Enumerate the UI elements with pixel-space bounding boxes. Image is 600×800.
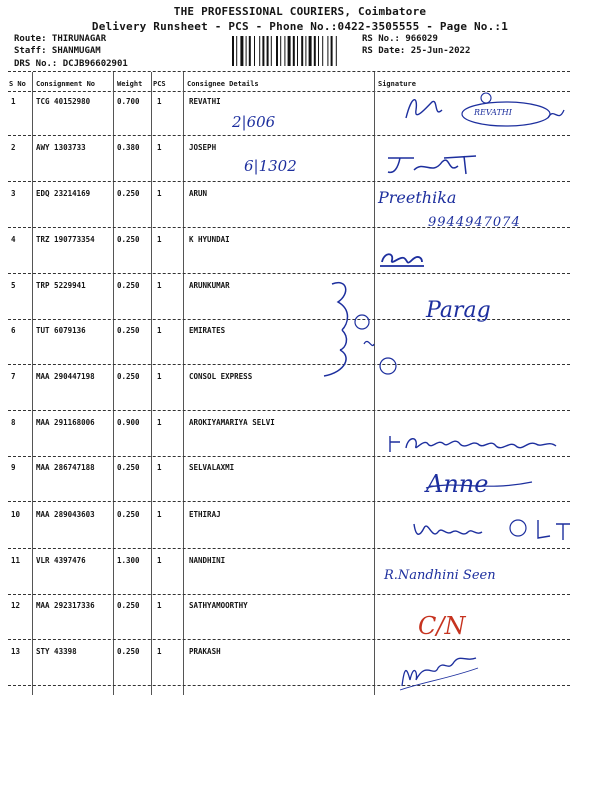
row-consignee: REVATHI [189, 97, 221, 106]
column-divider [183, 72, 184, 695]
row-sno: 6 [11, 326, 16, 335]
signature-row-13 [396, 650, 482, 692]
column-divider [151, 72, 152, 695]
row-sno: 2 [11, 143, 16, 152]
row-weight: 0.250 [117, 235, 140, 244]
row-weight: 0.250 [117, 601, 140, 610]
staff-label: Staff: SHANMUGAM [14, 46, 101, 56]
row-consignee: K HYUNDAI [189, 235, 230, 244]
signature-row-12: C/N [418, 612, 466, 640]
runsheet-title: THE PROFESSIONAL COURIERS, Coimbatore [173, 5, 427, 18]
row-pcs: 1 [157, 143, 162, 152]
barcode [232, 36, 356, 66]
row-consignee: ARUNKUMAR [189, 281, 230, 290]
row-consignment-number: TCG 40152980 [36, 97, 91, 106]
row-sno: 9 [11, 463, 16, 472]
col-header-consignee: Consignee Details [187, 80, 259, 88]
row-consignee: NANDHINI [189, 556, 226, 565]
row-consignment-number: MAA 291168006 [36, 418, 95, 427]
signature-row-11: R.Nandhini Seen [384, 568, 496, 583]
row-sno: 11 [11, 556, 21, 565]
row-separator [8, 273, 570, 274]
row-pcs: 1 [157, 510, 162, 519]
signature-row-8 [386, 430, 566, 456]
row-consignment-number: STY 43398 [36, 647, 77, 656]
row-consignment-number: MAA 292317336 [36, 601, 95, 610]
row-consignee: ETHIRAJ [189, 510, 221, 519]
row-consignee: CONSOL EXPRESS [189, 372, 253, 381]
row-pcs: 1 [157, 97, 162, 106]
col-header-pcs: PCS [153, 80, 166, 88]
column-divider [113, 72, 114, 695]
row-consignment-number: TRZ 190773354 [36, 235, 95, 244]
row-sno: 8 [11, 418, 16, 427]
row-sno: 4 [11, 235, 16, 244]
signature-row-3-phone: 9944947074 [428, 215, 521, 230]
row-consignee: SATHYAMOORTHY [189, 601, 248, 610]
col-header-sno: S No [9, 80, 26, 88]
route-label: Route: THIRUNAGAR [14, 34, 107, 44]
row-weight: 0.250 [117, 647, 140, 656]
row-weight: 0.250 [117, 189, 140, 198]
row-sno: 3 [11, 189, 16, 198]
row-pcs: 1 [157, 601, 162, 610]
flat-number-note: 6|1302 [244, 157, 297, 175]
signature-row-9: Anne [426, 470, 489, 498]
row-separator [8, 594, 570, 595]
bracket-annotation [318, 276, 408, 396]
row-separator [8, 410, 570, 411]
row-pcs: 1 [157, 463, 162, 472]
row-consignment-number: EDQ 23214169 [36, 189, 91, 198]
row-separator [8, 501, 570, 502]
row-weight: 0.250 [117, 372, 140, 381]
row-consignment-number: AWY 1303733 [36, 143, 86, 152]
row-consignment-number: TRP 5229941 [36, 281, 86, 290]
rs-date: RS Date: 25-Jun-2022 [362, 46, 471, 56]
drs-number: DRS No.: DCJB96602901 [14, 59, 128, 69]
row-weight: 0.700 [117, 97, 140, 106]
row-separator [8, 639, 570, 640]
row-separator [8, 364, 570, 365]
row-weight: 1.300 [117, 556, 140, 565]
col-header-weight: Weight [117, 80, 143, 88]
row-pcs: 1 [157, 556, 162, 565]
row-consignee: EMIRATES [189, 326, 226, 335]
row-consignee: PRAKASH [189, 647, 221, 656]
table-top-rule [8, 71, 570, 72]
row-weight: 0.380 [117, 143, 140, 152]
row-weight: 0.250 [117, 326, 140, 335]
row-consignment-number: MAA 289043603 [36, 510, 95, 519]
rs-number: RS No.: 966029 [362, 34, 438, 44]
row-separator [8, 181, 570, 182]
row-separator [8, 135, 570, 136]
column-divider [32, 72, 33, 695]
row-pcs: 1 [157, 326, 162, 335]
row-sno: 7 [11, 372, 16, 381]
row-weight: 0.250 [117, 463, 140, 472]
signature-row-3-name: Preethika [378, 188, 457, 207]
row-consignee: SELVALAXMI [189, 463, 235, 472]
row-pcs: 1 [157, 189, 162, 198]
row-separator [8, 548, 570, 549]
row-pcs: 1 [157, 281, 162, 290]
row-sno: 10 [11, 510, 21, 519]
row-sno: 12 [11, 601, 21, 610]
runsheet-subtitle: Delivery Runsheet - PCS - Phone No.:0422-3505555 - Page No.:1 [91, 20, 509, 33]
row-consignment-number: MAA 290447198 [36, 372, 95, 381]
row-separator [8, 685, 570, 686]
row-pcs: 1 [157, 647, 162, 656]
row-consignee: JOSEPH [189, 143, 217, 152]
row-sno: 13 [11, 647, 21, 656]
row-pcs: 1 [157, 418, 162, 427]
row-weight: 0.900 [117, 418, 140, 427]
signature-row-9-strike [424, 470, 534, 500]
row-consignment-number: MAA 286747188 [36, 463, 95, 472]
row-consignment-number: VLR 4397476 [36, 556, 86, 565]
row-consignment-number: TUT 6079136 [36, 326, 86, 335]
row-separator [8, 456, 570, 457]
row-sno: 1 [11, 97, 16, 106]
signature-row-2 [384, 148, 480, 178]
col-header-consignment: Consignment No [36, 80, 96, 88]
signature-row-4 [378, 246, 428, 270]
row-sno: 5 [11, 281, 16, 290]
row-consignee: ARUN [189, 189, 208, 198]
row-pcs: 1 [157, 372, 162, 381]
flat-number-note: 2|606 [232, 113, 276, 131]
signature-row-10 [410, 514, 580, 544]
row-consignee: AROKIYAMARIYA SELVI [189, 418, 275, 427]
signature-row-1-name: REVATHI [474, 108, 512, 117]
signature-row-5: Parag [426, 298, 491, 323]
col-header-signature: Signature [378, 80, 416, 88]
row-weight: 0.250 [117, 281, 140, 290]
row-weight: 0.250 [117, 510, 140, 519]
row-pcs: 1 [157, 235, 162, 244]
